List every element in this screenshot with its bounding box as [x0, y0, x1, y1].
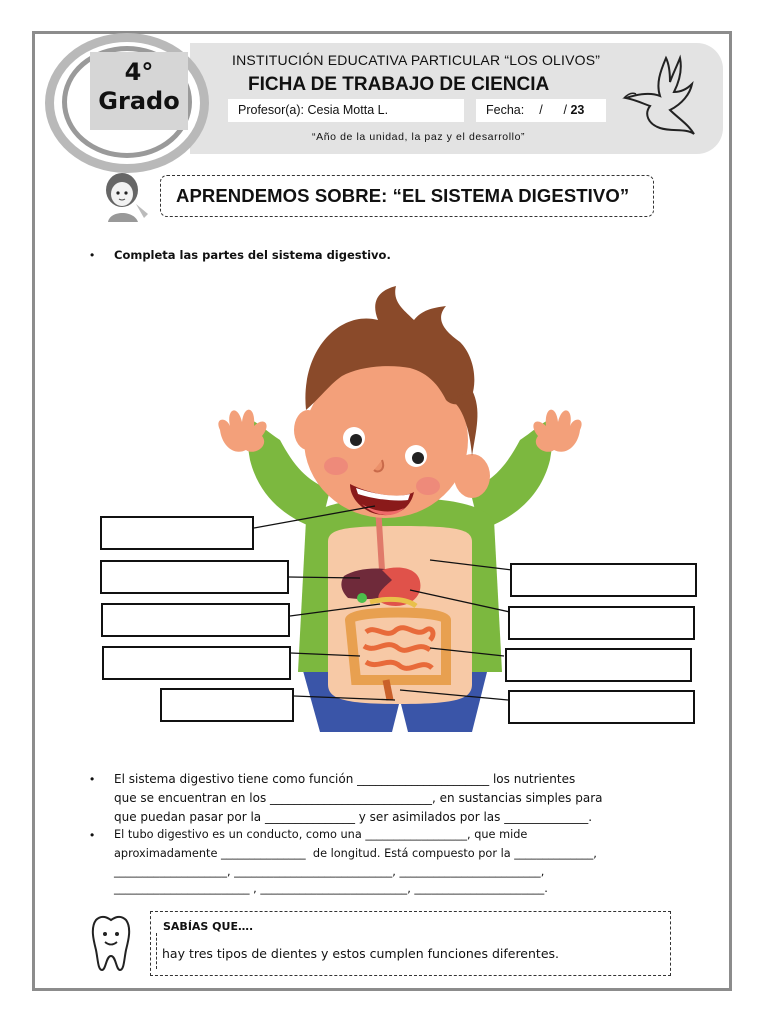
- date-label: Fecha:: [486, 103, 525, 117]
- label-box-mouth[interactable]: [100, 516, 254, 550]
- instruction-text: Completa las partes del sistema digestivo.: [114, 248, 391, 262]
- label-box-right-1[interactable]: [510, 563, 697, 597]
- label-box-left-4[interactable]: [102, 646, 291, 680]
- grade-badge: [90, 52, 188, 130]
- topic-title: APRENDEMOS SOBRE: “EL SISTEMA DIGESTIVO”: [176, 185, 630, 206]
- did-you-know-title: SABÍAS QUE….: [163, 920, 254, 933]
- sheet-title: FICHA DE TRABAJO DE CIENCIA: [248, 74, 550, 95]
- label-box-left-5[interactable]: [160, 688, 294, 722]
- grade-number: 4°: [124, 58, 154, 86]
- date-year: 23: [570, 103, 585, 117]
- paragraph-1-line-2: que se encuentran en los ___________________________, en sustancias simples para: [114, 791, 603, 805]
- label-box-left-3[interactable]: [101, 603, 290, 637]
- bullet: •: [90, 828, 95, 842]
- year-motto: “Año de la unidad, la paz y el desarrollo”: [312, 131, 526, 143]
- student-girl-icon: [100, 170, 156, 222]
- date-field: [476, 99, 606, 122]
- bullet: •: [90, 248, 95, 262]
- bullet: •: [90, 772, 95, 786]
- paragraph-2-line-3: ____________________, ____________________________, _________________________,: [114, 865, 545, 878]
- paragraph-1-line-1: El sistema digestivo tiene como función ______________________ los nutrientes: [114, 772, 576, 786]
- did-you-know-text: hay tres tipos de dientes y estos cumplen funciones diferentes.: [162, 946, 559, 961]
- paragraph-2-line-4: ________________________ , __________________________, _______________________.: [114, 882, 548, 895]
- did-you-know-divider: [156, 933, 159, 969]
- dove-logo-icon: [620, 54, 704, 138]
- paragraph-2-line-1: El tubo digestivo es un conducto, como una __________________, que mide: [114, 828, 528, 841]
- institution-name: INSTITUCIÓN EDUCATIVA PARTICULAR “LOS OLIVOS”: [232, 52, 601, 68]
- paragraph-2-line-2: aproximadamente _______________ de longitud. Está compuesto por la ______________,: [114, 847, 597, 860]
- date-blank: / /: [539, 103, 567, 117]
- tooth-icon: [88, 912, 134, 974]
- label-box-left-2[interactable]: [100, 560, 289, 594]
- label-box-right-4[interactable]: [508, 690, 695, 724]
- grade-word: Grado: [98, 87, 180, 115]
- label-box-right-2[interactable]: [508, 606, 695, 640]
- teacher-field: Profesor(a): Cesia Motta L.: [228, 99, 464, 122]
- paragraph-1-line-3: que puedan pasar por la _______________ y ser asimilados por las ______________.: [114, 810, 593, 824]
- label-box-right-3[interactable]: [505, 648, 692, 682]
